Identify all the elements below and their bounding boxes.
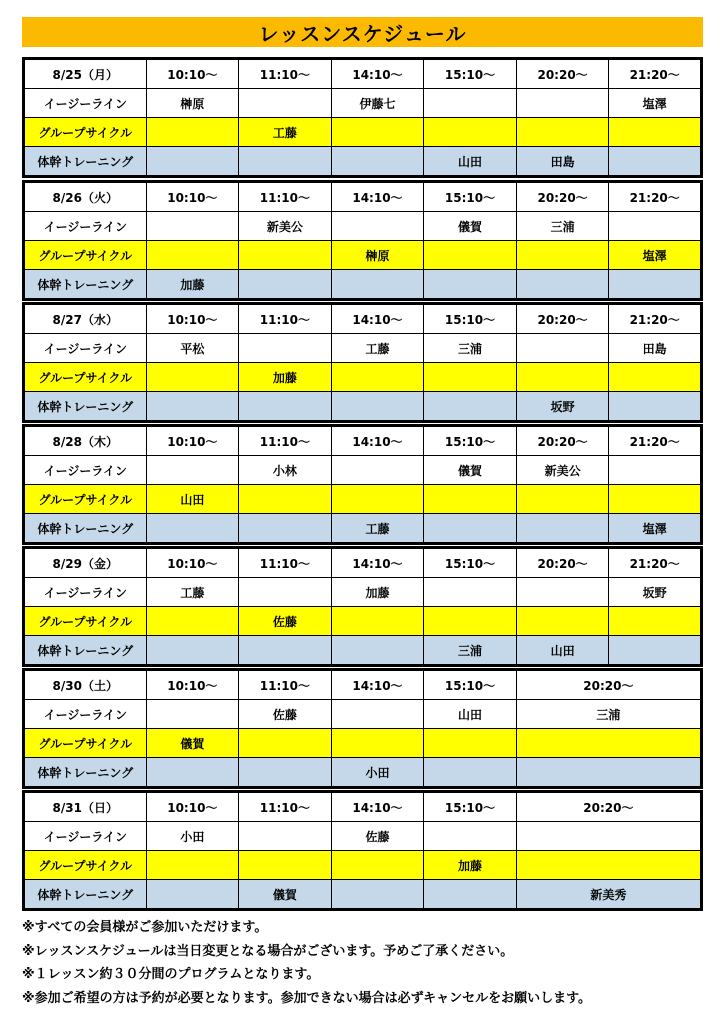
- category-row: [24, 334, 702, 363]
- instructor-cell: [609, 147, 702, 177]
- time-header: 15:10～: [424, 304, 517, 334]
- time-header: 20:20～: [516, 59, 609, 89]
- category-label: イージーライン: [24, 456, 147, 485]
- category-row: [24, 578, 702, 607]
- instructor-cell: [609, 485, 702, 514]
- instructor-cell: [516, 607, 609, 636]
- instructor-cell: 工藤: [331, 514, 424, 544]
- time-header: 10:10～: [146, 59, 239, 89]
- time-header: 20:20～: [516, 304, 609, 334]
- instructor-cell: 新美秀: [516, 880, 701, 910]
- instructor-cell: 榊原: [331, 241, 424, 270]
- time-header: 10:10～: [146, 548, 239, 578]
- date-cell: 8/31（日）: [24, 792, 147, 822]
- day-table: [22, 790, 703, 911]
- category-row: [24, 118, 702, 147]
- category-label: グループサイクル: [24, 607, 147, 636]
- category-row: [24, 270, 702, 300]
- time-header: 21:20～: [609, 426, 702, 456]
- time-header: 11:10～: [239, 426, 332, 456]
- instructor-cell: [516, 822, 701, 851]
- time-header: 10:10～: [146, 670, 239, 700]
- category-row: [24, 89, 702, 118]
- day-table: [22, 57, 703, 178]
- time-header: 20:20～: [516, 182, 609, 212]
- instructor-cell: 加藤: [331, 578, 424, 607]
- date-cell: 8/26（火）: [24, 182, 147, 212]
- instructor-cell: [331, 147, 424, 177]
- time-header: 15:10～: [424, 182, 517, 212]
- category-row: [24, 758, 702, 788]
- category-row: [24, 363, 702, 392]
- instructor-cell: [609, 118, 702, 147]
- instructor-cell: [516, 578, 609, 607]
- day-table: [22, 424, 703, 545]
- instructor-cell: [239, 485, 332, 514]
- category-label: イージーライン: [24, 700, 147, 729]
- category-row: [24, 212, 702, 241]
- time-header: 21:20～: [609, 304, 702, 334]
- instructor-cell: [331, 118, 424, 147]
- instructor-cell: [146, 636, 239, 666]
- instructor-cell: 榊原: [146, 89, 239, 118]
- date-cell: 8/25（月）: [24, 59, 147, 89]
- time-header: 14:10～: [331, 304, 424, 334]
- day-table: [22, 668, 703, 789]
- date-cell: 8/30（土）: [24, 670, 147, 700]
- instructor-cell: 加藤: [239, 363, 332, 392]
- instructor-cell: [424, 363, 517, 392]
- instructor-cell: [609, 363, 702, 392]
- instructor-cell: 山田: [516, 636, 609, 666]
- instructor-cell: 儀賀: [239, 880, 332, 910]
- day-table: [22, 180, 703, 301]
- time-header: 14:10～: [331, 59, 424, 89]
- category-label: イージーライン: [24, 822, 147, 851]
- instructor-cell: [331, 851, 424, 880]
- instructor-cell: 工藤: [331, 334, 424, 363]
- category-label: イージーライン: [24, 212, 147, 241]
- instructor-cell: [424, 118, 517, 147]
- instructor-cell: 坂野: [609, 578, 702, 607]
- instructor-cell: [331, 485, 424, 514]
- note-line: ※１レッスン約３０分間のプログラムとなります。: [22, 967, 320, 982]
- time-header: 14:10～: [331, 792, 424, 822]
- instructor-cell: [146, 758, 239, 788]
- instructor-cell: 坂野: [516, 392, 609, 422]
- instructor-cell: 三浦: [424, 334, 517, 363]
- time-header: 11:10～: [239, 670, 332, 700]
- time-header: 14:10～: [331, 548, 424, 578]
- time-header: 10:10～: [146, 182, 239, 212]
- instructor-cell: [516, 334, 609, 363]
- time-header: 20:20～: [516, 426, 609, 456]
- category-row: [24, 485, 702, 514]
- category-row: [24, 880, 702, 910]
- instructor-cell: [239, 241, 332, 270]
- time-header: 10:10～: [146, 304, 239, 334]
- instructor-cell: 山田: [424, 700, 517, 729]
- instructor-cell: 加藤: [146, 270, 239, 300]
- instructor-cell: [609, 392, 702, 422]
- category-label: イージーライン: [24, 578, 147, 607]
- category-label: グループサイクル: [24, 851, 147, 880]
- instructor-cell: [516, 241, 609, 270]
- time-header: 14:10～: [331, 670, 424, 700]
- instructor-cell: 三浦: [516, 212, 609, 241]
- instructor-cell: 儀賀: [424, 212, 517, 241]
- category-row: [24, 700, 702, 729]
- instructor-cell: [146, 700, 239, 729]
- instructor-cell: [516, 514, 609, 544]
- instructor-cell: [331, 363, 424, 392]
- category-row: [24, 241, 702, 270]
- instructor-cell: [609, 212, 702, 241]
- category-row: [24, 851, 702, 880]
- instructor-cell: [609, 607, 702, 636]
- category-row: [24, 729, 702, 758]
- instructor-cell: [239, 636, 332, 666]
- instructor-cell: 工藤: [239, 118, 332, 147]
- instructor-cell: [609, 270, 702, 300]
- instructor-cell: [424, 578, 517, 607]
- time-header: 15:10～: [424, 792, 517, 822]
- instructor-cell: [331, 270, 424, 300]
- instructor-cell: [331, 880, 424, 910]
- instructor-cell: 小田: [146, 822, 239, 851]
- category-label: 体幹トレーニング: [24, 147, 147, 177]
- instructor-cell: 塩澤: [609, 89, 702, 118]
- time-header: 14:10～: [331, 182, 424, 212]
- category-label: 体幹トレーニング: [24, 880, 147, 910]
- instructor-cell: [424, 880, 517, 910]
- instructor-cell: [239, 514, 332, 544]
- instructor-cell: [424, 758, 517, 788]
- instructor-cell: [331, 607, 424, 636]
- instructor-cell: 塩澤: [609, 514, 702, 544]
- category-row: [24, 636, 702, 666]
- instructor-cell: [146, 514, 239, 544]
- instructor-cell: 新美公: [239, 212, 332, 241]
- time-header: 21:20～: [609, 59, 702, 89]
- instructor-cell: [239, 822, 332, 851]
- instructor-cell: [424, 270, 517, 300]
- instructor-cell: [424, 514, 517, 544]
- instructor-cell: [331, 456, 424, 485]
- instructor-cell: [146, 363, 239, 392]
- instructor-cell: [516, 729, 701, 758]
- category-label: 体幹トレーニング: [24, 392, 147, 422]
- instructor-cell: [516, 270, 609, 300]
- instructor-cell: [331, 636, 424, 666]
- time-header: 15:10～: [424, 670, 517, 700]
- time-header: 15:10～: [424, 548, 517, 578]
- instructor-cell: [146, 147, 239, 177]
- category-row: [24, 607, 702, 636]
- instructor-cell: [516, 485, 609, 514]
- time-header: 11:10～: [239, 304, 332, 334]
- instructor-cell: 田島: [609, 334, 702, 363]
- instructor-cell: [239, 89, 332, 118]
- day-table: [22, 546, 703, 667]
- instructor-cell: [146, 241, 239, 270]
- instructor-cell: [516, 89, 609, 118]
- time-header: 20:20～: [516, 548, 609, 578]
- instructor-cell: [239, 851, 332, 880]
- date-cell: 8/28（木）: [24, 426, 147, 456]
- instructor-cell: [424, 392, 517, 422]
- instructor-cell: 佐藤: [331, 822, 424, 851]
- instructor-cell: [146, 456, 239, 485]
- note-line: ※すべての会員様がご参加いただけます。: [22, 920, 268, 935]
- instructor-cell: [331, 700, 424, 729]
- time-header: 21:20～: [609, 182, 702, 212]
- instructor-cell: 山田: [424, 147, 517, 177]
- instructor-cell: 儀賀: [146, 729, 239, 758]
- instructor-cell: [239, 729, 332, 758]
- instructor-cell: [239, 334, 332, 363]
- category-label: イージーライン: [24, 89, 147, 118]
- instructor-cell: [331, 729, 424, 758]
- instructor-cell: [239, 147, 332, 177]
- instructor-cell: 佐藤: [239, 700, 332, 729]
- category-row: [24, 147, 702, 177]
- instructor-cell: 田島: [516, 147, 609, 177]
- instructor-cell: [239, 392, 332, 422]
- time-header: 15:10～: [424, 59, 517, 89]
- instructor-cell: [516, 851, 701, 880]
- time-header: 20:20～: [516, 792, 701, 822]
- category-label: グループサイクル: [24, 485, 147, 514]
- instructor-cell: 新美公: [516, 456, 609, 485]
- time-header: 20:20～: [516, 670, 701, 700]
- instructor-cell: [516, 363, 609, 392]
- instructor-cell: [609, 636, 702, 666]
- category-label: グループサイクル: [24, 363, 147, 392]
- category-label: グループサイクル: [24, 729, 147, 758]
- instructor-cell: 加藤: [424, 851, 517, 880]
- instructor-cell: [331, 212, 424, 241]
- instructor-cell: [146, 118, 239, 147]
- instructor-cell: 工藤: [146, 578, 239, 607]
- note-line: ※レッスンスケジュールは当日変更となる場合がございます。予めご了承ください。: [22, 943, 514, 959]
- time-header: 15:10～: [424, 426, 517, 456]
- instructor-cell: 塩澤: [609, 241, 702, 270]
- instructor-cell: [331, 392, 424, 422]
- instructor-cell: [424, 607, 517, 636]
- instructor-cell: 三浦: [424, 636, 517, 666]
- instructor-cell: [146, 851, 239, 880]
- time-header: 11:10～: [239, 548, 332, 578]
- category-label: 体幹トレーニング: [24, 636, 147, 666]
- category-row: [24, 822, 702, 851]
- category-row: [24, 392, 702, 422]
- instructor-cell: [146, 212, 239, 241]
- category-label: グループサイクル: [24, 118, 147, 147]
- time-header: 11:10～: [239, 182, 332, 212]
- time-header: 21:20～: [609, 548, 702, 578]
- instructor-cell: 佐藤: [239, 607, 332, 636]
- category-label: イージーライン: [24, 334, 147, 363]
- day-table: [22, 302, 703, 423]
- date-cell: 8/29（金）: [24, 548, 147, 578]
- date-cell: 8/27（水）: [24, 304, 147, 334]
- instructor-cell: [424, 729, 517, 758]
- notes-section: [22, 916, 712, 1010]
- instructor-cell: [609, 456, 702, 485]
- category-label: 体幹トレーニング: [24, 270, 147, 300]
- instructor-cell: [146, 880, 239, 910]
- time-header: 11:10～: [239, 792, 332, 822]
- time-header: 14:10～: [331, 426, 424, 456]
- instructor-cell: [424, 822, 517, 851]
- instructor-cell: [239, 758, 332, 788]
- instructor-cell: 三浦: [516, 700, 701, 729]
- instructor-cell: 小林: [239, 456, 332, 485]
- instructor-cell: [516, 118, 609, 147]
- note-line: ※参加ご希望の方は予約が必要となります。参加できない場合は必ずキャンセルをお願いします。: [22, 990, 592, 1006]
- instructor-cell: 小田: [331, 758, 424, 788]
- instructor-cell: [239, 578, 332, 607]
- instructor-cell: [146, 607, 239, 636]
- instructor-cell: 伊藤七: [331, 89, 424, 118]
- instructor-cell: 山田: [146, 485, 239, 514]
- time-header: 10:10～: [146, 426, 239, 456]
- category-label: 体幹トレーニング: [24, 758, 147, 788]
- instructor-cell: [424, 241, 517, 270]
- time-header: 11:10～: [239, 59, 332, 89]
- instructor-cell: [516, 758, 701, 788]
- category-label: 体幹トレーニング: [24, 514, 147, 544]
- instructor-cell: 儀賀: [424, 456, 517, 485]
- instructor-cell: [424, 485, 517, 514]
- instructor-cell: [146, 392, 239, 422]
- category-label: グループサイクル: [24, 241, 147, 270]
- category-row: [24, 456, 702, 485]
- page-title: レッスンスケジュール: [22, 17, 703, 47]
- time-header: 10:10～: [146, 792, 239, 822]
- instructor-cell: 平松: [146, 334, 239, 363]
- category-row: [24, 514, 702, 544]
- instructor-cell: [424, 89, 517, 118]
- instructor-cell: [239, 270, 332, 300]
